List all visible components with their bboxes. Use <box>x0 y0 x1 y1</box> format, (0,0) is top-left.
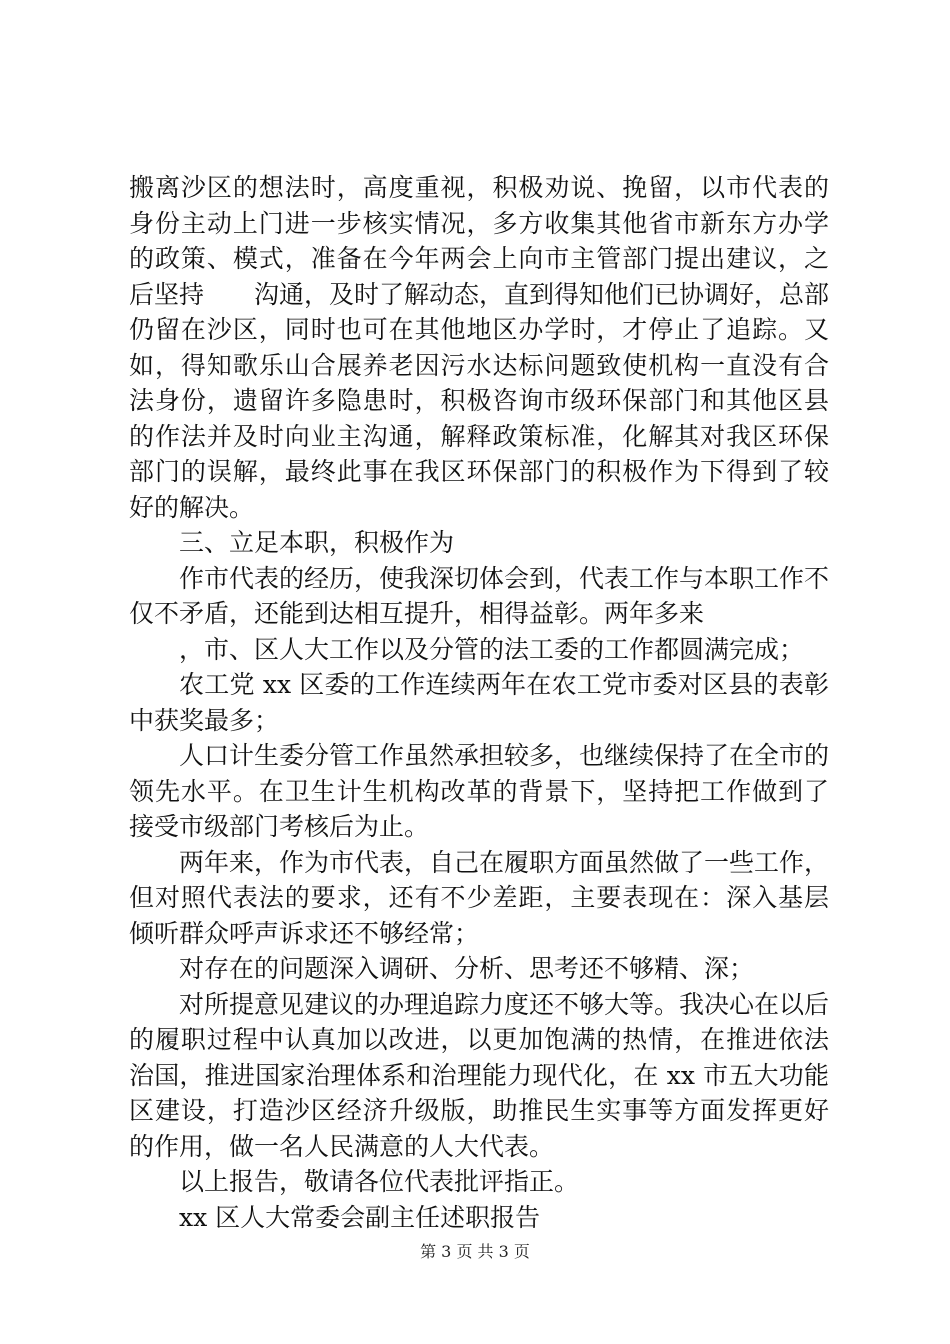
page-number-footer: 第 3 页 共 3 页 <box>420 1242 530 1261</box>
text-line: 后坚持 沟通，及时了解动态，直到得知他们已协调好，总部 <box>129 279 830 309</box>
text-line: 治国，推进国家治理体系和治理能力现代化，在 xx 市五大功能 <box>129 1060 829 1090</box>
text-line: 仅不矛盾，还能到达相互提升，相得益彰。两年多来 <box>129 599 705 628</box>
text-line: 好的解决。 <box>129 492 255 522</box>
text-line: 身份主动上门进一步核实情况，多方收集其他省市新东方办学 <box>129 208 829 238</box>
text-line: 区建设，打造沙区经济升级版，助推民生实事等方面发挥更好 <box>129 1096 829 1125</box>
text-line: 仍留在沙区，同时也可在其他地区办学时，才停止了追踪。又 <box>129 315 829 344</box>
text-line: 倾听群众呼声诉求还不够经常； <box>129 918 480 948</box>
text-line: 对所提意见建议的办理追踪力度还不够大等。我决心在以后 <box>179 989 830 1019</box>
text-line: 如，得知歌乐山合展养老因污水达标问题致使机构一直没有合 <box>129 350 829 380</box>
section-heading: 三、立足本职，积极作为 <box>179 528 455 557</box>
text-line: 以上报告，敬请各位代表批评指正。 <box>179 1167 580 1196</box>
text-line: 的履职过程中认真加以改进，以更加饱满的热情，在推进依法 <box>129 1025 829 1054</box>
text-line: 农工党 xx 区委的工作连续两年在农工党市委对区县的表彰 <box>179 670 829 699</box>
text-line: 领先水平。在卫生计生机构改革的背景下，坚持把工作做到了 <box>129 776 829 806</box>
text-line: 中获奖最多； <box>129 705 280 735</box>
text-line: 部门的误解，最终此事在我区环保部门的积极作为下得到了较 <box>129 457 829 486</box>
text-line: 但对照代表法的要求，还有不少差距，主要表现在：深入基层 <box>129 883 829 912</box>
text-line: 的政策、模式，准备在今年两会上向市主管部门提出建议，之 <box>129 244 829 273</box>
text-line: 法身份，遗留许多隐患时，积极咨询市级环保部门和其他区县 <box>129 386 829 415</box>
text-line: 人口计生委分管工作虽然承担较多，也继续保持了在全市的 <box>179 741 830 770</box>
text-line: 对存在的问题深入调研、分析、思考还不够精、深； <box>179 954 755 983</box>
text-line: 作市代表的经历，使我深切体会到，代表工作与本职工作不 <box>179 563 830 593</box>
text-line: 两年来，作为市代表，自己在履职方面虽然做了一些工作， <box>179 847 830 877</box>
text-line: 的作法并及时向业主沟通，解释政策标准，化解其对我区环保 <box>129 421 829 451</box>
text-line: 的作用，做一名人民满意的人大代表。 <box>129 1131 555 1161</box>
document-title-line: xx 区人大常委会副主任述职报告 <box>179 1202 541 1232</box>
text-line: 搬离沙区的想法时，高度重视，积极劝说、挽留，以市代表的 <box>129 173 829 202</box>
text-line: ，市、区人大工作以及分管的法工委的工作都圆满完成； <box>179 634 805 664</box>
document-body <box>129 170 829 1235</box>
text-line: 接受市级部门考核后为止。 <box>129 812 430 841</box>
